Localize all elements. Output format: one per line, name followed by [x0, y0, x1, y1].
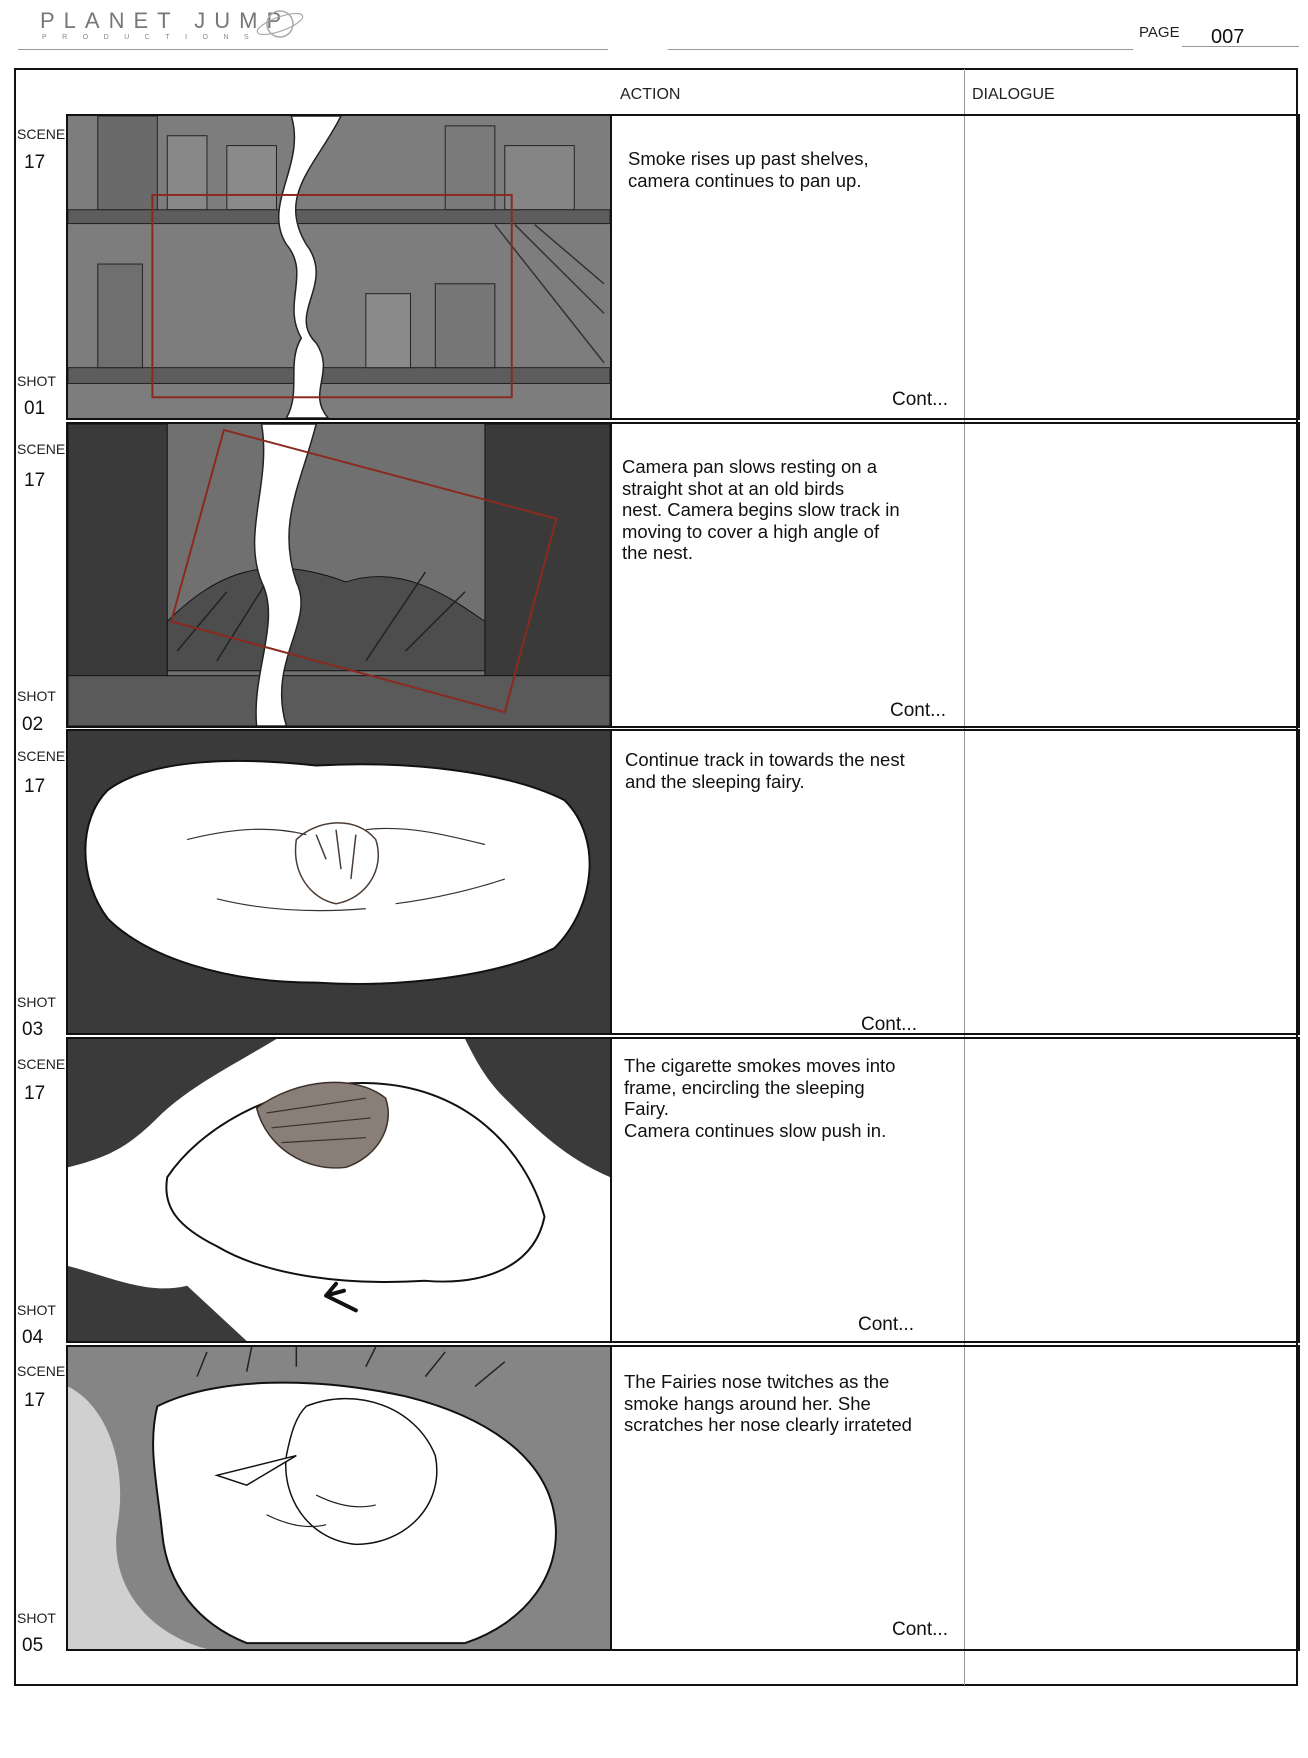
shot-label: SHOT [17, 688, 56, 704]
shot-label: SHOT [17, 1610, 56, 1626]
panel-image-shot-05 [66, 1345, 612, 1651]
panel-image-shot-04 [66, 1037, 612, 1343]
panel-image-shot-01 [66, 114, 612, 420]
scene-label: SCENE [17, 1363, 66, 1379]
page-number: 007 [1211, 26, 1245, 48]
storyboard-row-4 [66, 1037, 1298, 1343]
shot-number: 05 [22, 1635, 44, 1656]
cont-label: Cont... [861, 1014, 917, 1035]
scene-label: SCENE [17, 441, 66, 457]
shot-number: 03 [22, 1019, 44, 1040]
scene-number: 17 [24, 470, 46, 491]
scene-label: SCENE [17, 748, 66, 764]
shot-label: SHOT [17, 994, 56, 1010]
shot-number: 02 [22, 714, 44, 735]
cont-label: Cont... [858, 1314, 914, 1335]
shelves-smoke-sketch-icon [68, 116, 610, 418]
action-text: Smoke rises up past shelves, camera continues to pan up. [628, 148, 869, 191]
panel-image-shot-02 [66, 422, 612, 728]
action-cell-shot-02 [612, 422, 1300, 728]
action-cell-shot-05 [612, 1345, 1300, 1651]
action-text: The cigarette smokes moves into frame, encircling the sleeping Fairy. Camera continues slow push in. [624, 1055, 896, 1141]
scene-number: 17 [24, 1083, 46, 1104]
action-text: Continue track in towards the nest and the sleeping fairy. [625, 749, 905, 792]
cont-label: Cont... [890, 700, 946, 721]
shot-number: 04 [22, 1327, 44, 1348]
action-cell-shot-03 [612, 729, 1300, 1035]
nest-fairy-sketch-icon [68, 731, 610, 1033]
header-rule-right [668, 49, 1133, 50]
storyboard-row-2 [66, 422, 1298, 728]
action-column-header: ACTION [620, 86, 681, 103]
action-cell-shot-01 [612, 114, 1300, 420]
panel-image-shot-03 [66, 729, 612, 1035]
shot-label: SHOT [17, 373, 56, 389]
storyboard-row-1 [66, 114, 1298, 420]
action-text: The Fairies nose twitches as the smoke hangs around her. She scratches her nose clearly irrateted [624, 1371, 912, 1435]
planet-logo-icon [256, 4, 308, 44]
shot-number: 01 [24, 398, 46, 419]
scene-label: SCENE [17, 126, 66, 142]
action-cell-shot-04 [612, 1037, 1300, 1343]
storyboard-row-3 [66, 729, 1298, 1035]
scene-number: 17 [24, 1390, 46, 1411]
cont-label: Cont... [892, 1619, 948, 1640]
brand-logo-text: PLANET JUMP [40, 8, 291, 33]
action-text: Camera pan slows resting on a straight shot at an old birds nest. Camera begins slow track in moving to cover a high angle of the nest. [622, 456, 900, 563]
shot-label: SHOT [17, 1302, 56, 1318]
smoke-fairy-sketch-icon [68, 1039, 610, 1341]
page-label: PAGE [1139, 24, 1180, 41]
birds-nest-sketch-icon [68, 424, 610, 726]
dialogue-column-header: DIALOGUE [972, 86, 1055, 103]
header-rule-left [18, 49, 608, 50]
storyboard-row-5 [66, 1345, 1298, 1651]
scene-number: 17 [24, 152, 46, 173]
brand-logo-subtext: PRODUCTIONS [42, 34, 265, 41]
scene-number: 17 [24, 776, 46, 797]
scene-label: SCENE [17, 1056, 66, 1072]
fairy-closeup-sketch-icon [68, 1347, 610, 1649]
cont-label: Cont... [892, 389, 948, 410]
